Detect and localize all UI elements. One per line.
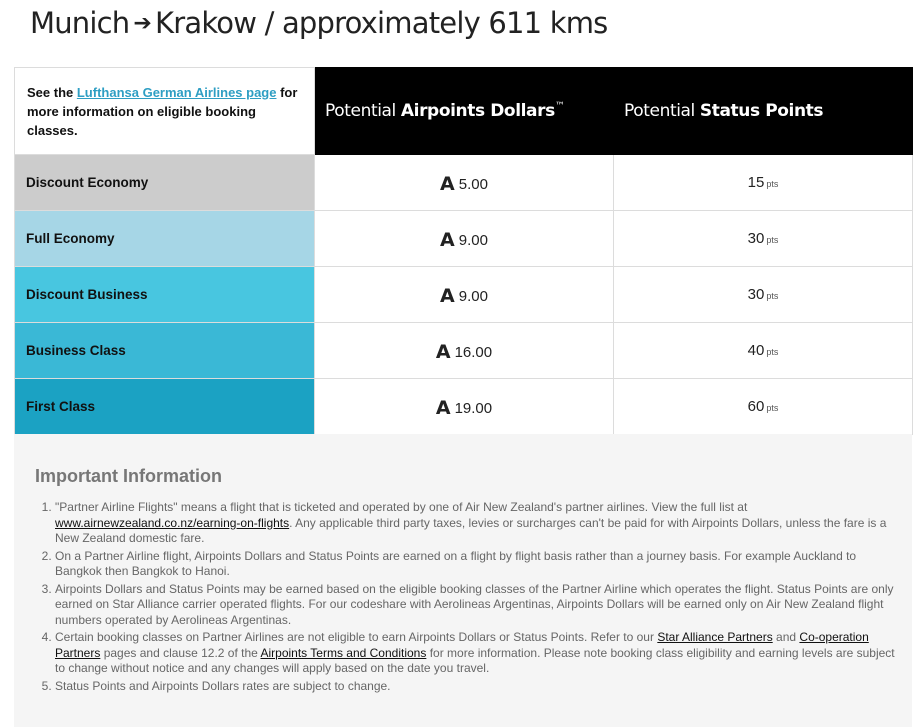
points-amount: 15 bbox=[747, 174, 765, 191]
status-points-value bbox=[614, 155, 913, 211]
booking-class: Discount Economy bbox=[15, 155, 315, 211]
booking-class: First Class bbox=[15, 379, 315, 435]
airpoints-dollars-value bbox=[315, 267, 614, 323]
pts-unit: pts bbox=[766, 347, 779, 357]
intro-prefix: See the bbox=[27, 84, 77, 100]
item-text: Airpoints Dollars and Status Points may be earned based on the eligible booking classes of the Partner Airline which operates the flight. Status Points are only earned on Star Alliance carrier operated flights. For our codeshare with Aerolineas Argentinas, Airpoints Dollars will be earned only on Air New Zealand flight numbers operated by Aerolineas Argentinas. bbox=[55, 581, 894, 627]
dollars-amount: 19.00 bbox=[454, 399, 493, 417]
airpoints-dollars-value bbox=[315, 155, 614, 211]
points-amount: 30 bbox=[747, 286, 765, 303]
item-text: pages and clause 12.2 of the bbox=[100, 645, 261, 660]
airpoints-dollar-icon: A bbox=[440, 228, 455, 251]
item-text: . Any applicable third party taxes, levies or surcharges can't be paid for with Airpoints Dollars, unless the fare is a New Zealand domestic fare. bbox=[55, 515, 887, 545]
table-row bbox=[15, 323, 913, 379]
pts-unit: pts bbox=[766, 291, 779, 301]
status-points-value bbox=[614, 267, 913, 323]
airpoints-dollars-value bbox=[315, 211, 614, 267]
booking-class: Full Economy bbox=[15, 211, 315, 267]
list-item bbox=[55, 679, 897, 695]
header-status-points bbox=[614, 68, 913, 155]
item-text: "Partner Airline Flights" means a flight that is ticketed and operated by one of Air New Zealand's partner airlines. View the full list at bbox=[55, 500, 748, 514]
status-points-value bbox=[614, 323, 913, 379]
arrow-right-icon: ➔ bbox=[133, 11, 152, 36]
trademark-mark: ™ bbox=[554, 101, 565, 112]
list-item bbox=[55, 630, 897, 677]
pts-unit: pts bbox=[766, 403, 779, 413]
item-text: for more information. Please note booking class eligibility and earning levels are subject to change without notice and any changes will apply based on the date you travel. bbox=[55, 645, 895, 675]
table-row bbox=[15, 155, 913, 211]
header-sp-bold: Status Points bbox=[699, 101, 824, 121]
route-title bbox=[30, 6, 608, 40]
points-amount: 30 bbox=[747, 230, 765, 247]
info-list bbox=[34, 500, 897, 696]
lufthansa-page-link[interactable]: Lufthansa German Airlines page bbox=[76, 84, 277, 100]
list-item bbox=[55, 549, 897, 580]
pts-unit: pts bbox=[766, 179, 779, 189]
item-text: Certain booking classes on Partner Airlines are not eligible to earn Airpoints Dollars or Status Points. Refer to our bbox=[55, 630, 658, 644]
intro-suffix: for more information on eligible booking classes. bbox=[27, 84, 298, 138]
header-ad-prefix: Potential bbox=[325, 101, 401, 121]
earning-on-flights-link[interactable]: www.airnewzealand.co.nz/earning-on-flights bbox=[55, 515, 290, 530]
list-item bbox=[55, 500, 897, 547]
dollars-amount: 16.00 bbox=[454, 343, 493, 361]
points-amount: 60 bbox=[747, 398, 765, 415]
booking-class-info bbox=[15, 68, 315, 155]
header-sp-prefix: Potential bbox=[624, 101, 700, 121]
table-row bbox=[15, 379, 913, 435]
item-text: Status Points and Airpoints Dollars rates are subject to change. bbox=[55, 678, 391, 693]
airpoints-dollars-value bbox=[315, 323, 614, 379]
dollars-amount: 9.00 bbox=[458, 287, 488, 305]
airpoints-dollar-icon: A bbox=[440, 172, 455, 195]
table-row bbox=[15, 211, 913, 267]
route-destination: Krakow / approximately 611 kms bbox=[155, 6, 608, 40]
points-amount: 40 bbox=[747, 342, 765, 359]
status-points-value bbox=[614, 379, 913, 435]
list-item bbox=[55, 582, 897, 629]
info-title: Important Information bbox=[35, 466, 222, 486]
airpoints-dollar-icon: A bbox=[440, 284, 455, 307]
route-origin: Munich bbox=[30, 6, 130, 40]
status-points-value bbox=[614, 211, 913, 267]
airpoints-dollar-icon: A bbox=[435, 340, 451, 363]
item-text: and bbox=[772, 630, 800, 644]
earnings-table bbox=[14, 67, 913, 435]
airpoints-terms-link[interactable]: Airpoints Terms and Conditions bbox=[260, 645, 427, 660]
item-text: On a Partner Airline flight, Airpoints Dollars and Status Points are earned on a flight by flight basis rather than a journey basis. For example Auckland to Bangkok then Bangkok to Hanoi. bbox=[55, 548, 857, 578]
dollars-amount: 5.00 bbox=[458, 175, 488, 193]
dollars-amount: 9.00 bbox=[458, 231, 488, 249]
airpoints-dollars-value bbox=[315, 379, 614, 435]
important-information bbox=[14, 434, 912, 727]
booking-class: Discount Business bbox=[15, 267, 315, 323]
table-row bbox=[15, 267, 913, 323]
booking-class: Business Class bbox=[15, 323, 315, 379]
header-airpoints-dollars bbox=[315, 68, 614, 155]
page-content bbox=[14, 0, 912, 727]
star-alliance-partners-link[interactable]: Star Alliance Partners bbox=[657, 630, 773, 644]
airpoints-dollar-icon: A bbox=[435, 396, 451, 419]
header-ad-bold: Airpoints Dollars bbox=[400, 101, 555, 121]
co-operation-partners-link[interactable]: Co-operation Partners bbox=[55, 630, 869, 660]
pts-unit: pts bbox=[766, 235, 779, 245]
